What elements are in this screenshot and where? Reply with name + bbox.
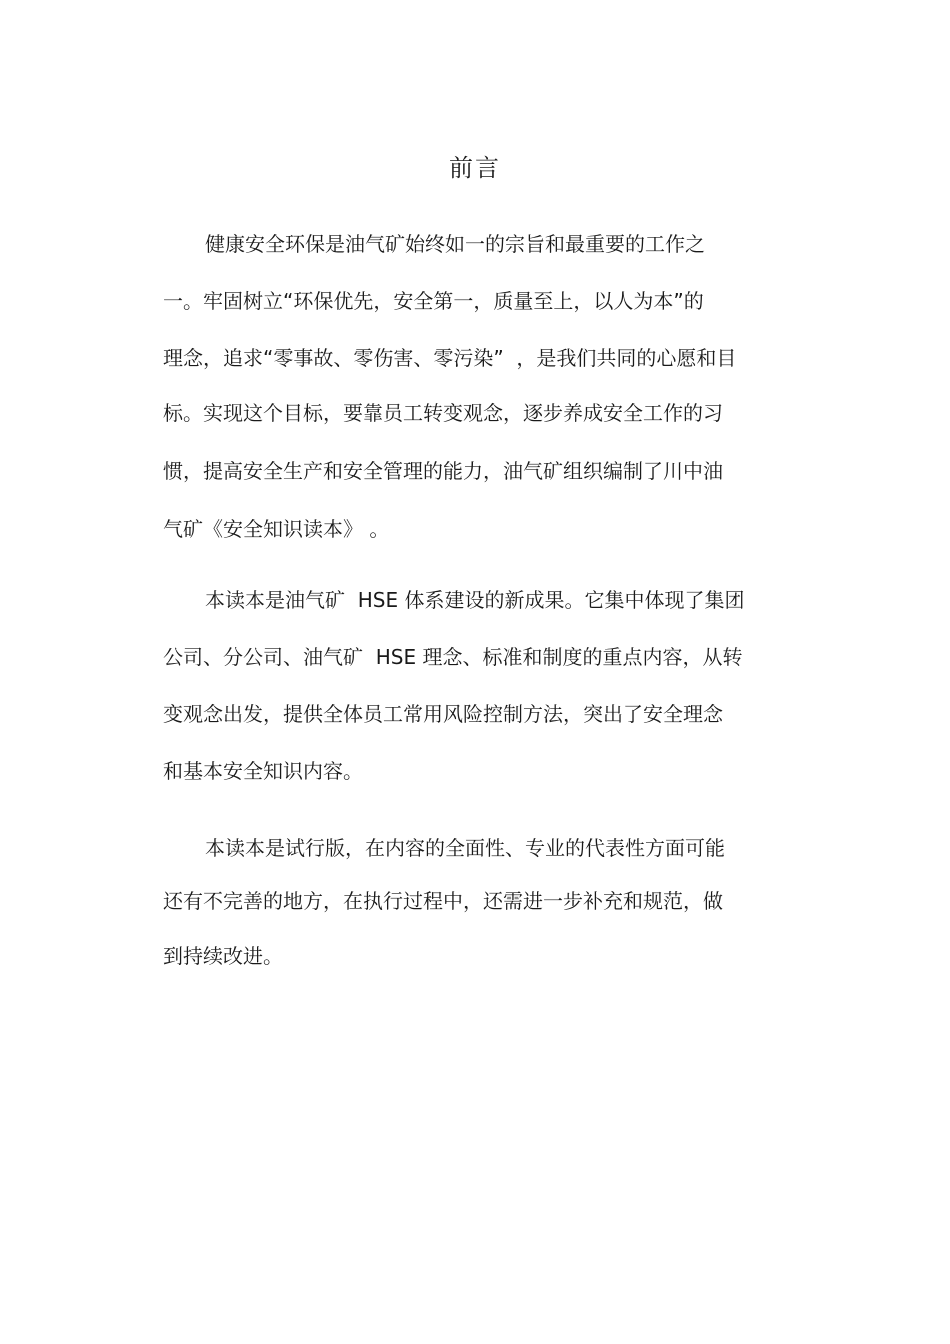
paragraph-1-line-4: 标。实现这个目标，要靠员工转变观念，逐步养成安全工作的习 [163,401,723,425]
paragraph-1-line-6: 气矿《安全知识读本》 。 [163,517,390,541]
paragraph-3-line-3: 到持续改进。 [163,944,283,968]
paragraph-2-line-1: 本读本是油气矿 HSE 体系建设的新成果。它集中体现了集团 [205,588,745,612]
page-title: 前言 [449,154,501,182]
paragraph-2-line-4: 和基本安全知识内容。 [163,759,363,783]
paragraph-3-line-2: 还有不完善的地方，在执行过程中，还需进一步补充和规范，做 [163,889,723,913]
paragraph-1-line-5: 惯，提高安全生产和安全管理的能力，油气矿组织编制了川中油 [163,459,723,483]
paragraph-3-line-1: 本读本是试行版，在内容的全面性、专业的代表性方面可能 [205,836,725,860]
paragraph-1-line-1: 健康安全环保是油气矿始终如一的宗旨和最重要的工作之 [205,232,705,256]
paragraph-1-line-2: 一。牢固树立“环保优先，安全第一，质量至上，以人为本”的 [163,289,704,313]
paragraph-2-line-3: 变观念出发，提供全体员工常用风险控制方法，突出了安全理念 [163,702,723,726]
paragraph-1-line-3: 理念，追求“零事故、零伤害、零污染” ，是我们共同的心愿和目 [163,346,737,370]
paragraph-2-line-2: 公司、分公司、油气矿 HSE 理念、标准和制度的重点内容，从转 [163,645,743,669]
